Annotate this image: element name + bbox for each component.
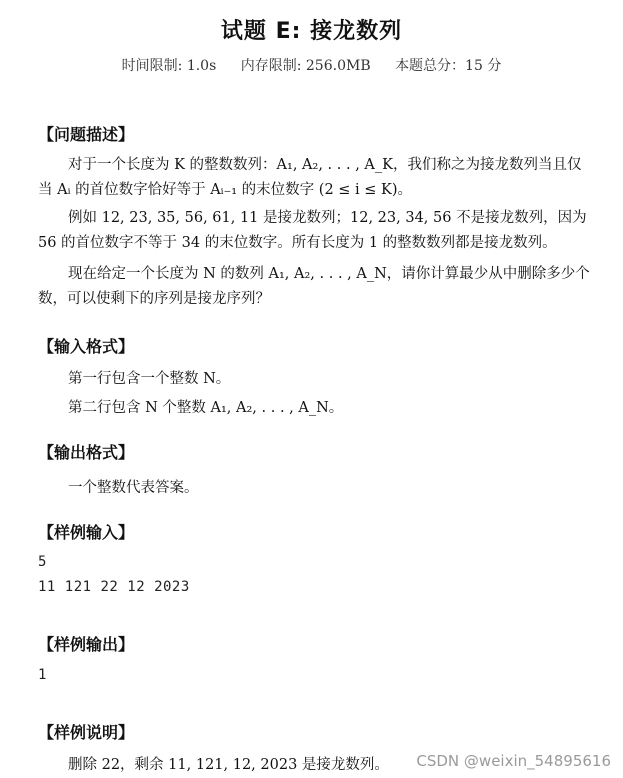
description-paragraph-3: 现在给定一个长度为 N 的数列 A₁, A₂, . . . , A_N，请你计算最少从中删除多少个数，可以使剩下的序列是接龙序列？ [38, 266, 590, 307]
time-limit: 时间限制: 1.0s [121, 58, 217, 74]
input-format-line-2: 第二行包含 N 个整数 A₁, A₂, . . . , A_N。 [68, 400, 344, 416]
sample-input-line-2: 11 121 22 12 2023 [38, 579, 190, 595]
input-format-line-1: 第一行包含一个整数 N。 [68, 371, 231, 387]
sample-explanation-heading: 【样例说明】 [38, 723, 135, 742]
output-format-heading: 【输出格式】 [38, 443, 135, 462]
problem-title: 试题 E: 接龙数列 [220, 19, 403, 44]
output-format-line-1: 一个整数代表答案。 [68, 480, 199, 496]
sample-explanation-line-1: 删除 22，剩余 11, 121, 12, 2023 是接龙数列。 [68, 757, 389, 773]
sample-output-line-1: 1 [38, 667, 47, 683]
description-paragraph-2: 例如 12, 23, 35, 56, 61, 11 是接龙数列；12, 23, 34, 56 不是接龙数列，因为 56 的首位数字不等于 34 的末位数字。所有长度为 1 的整数数列都是接龙数列。 [38, 210, 587, 251]
description-paragraph-1: 对于一个长度为 K 的整数数列：A₁, A₂, . . . , A_K，我们称之为接龙数列当且仅当 Aᵢ 的首位数字恰好等于 Aᵢ₋₁ 的末位数字 (2 ≤ i ≤ K)。 [38, 157, 582, 198]
description-heading: 【问题描述】 [38, 125, 135, 144]
csdn-watermark: CSDN @weixin_54895616 [416, 752, 611, 770]
limits-row [0, 55, 623, 75]
memory-limit: 内存限制: 256.0MB [240, 58, 371, 74]
sample-output-heading: 【样例输出】 [38, 635, 135, 654]
total-score: 本题总分：15 分 [395, 58, 502, 74]
input-format-heading: 【输入格式】 [38, 337, 135, 356]
sample-input-line-1: 5 [38, 554, 47, 570]
sample-input-heading: 【样例输入】 [38, 523, 135, 542]
